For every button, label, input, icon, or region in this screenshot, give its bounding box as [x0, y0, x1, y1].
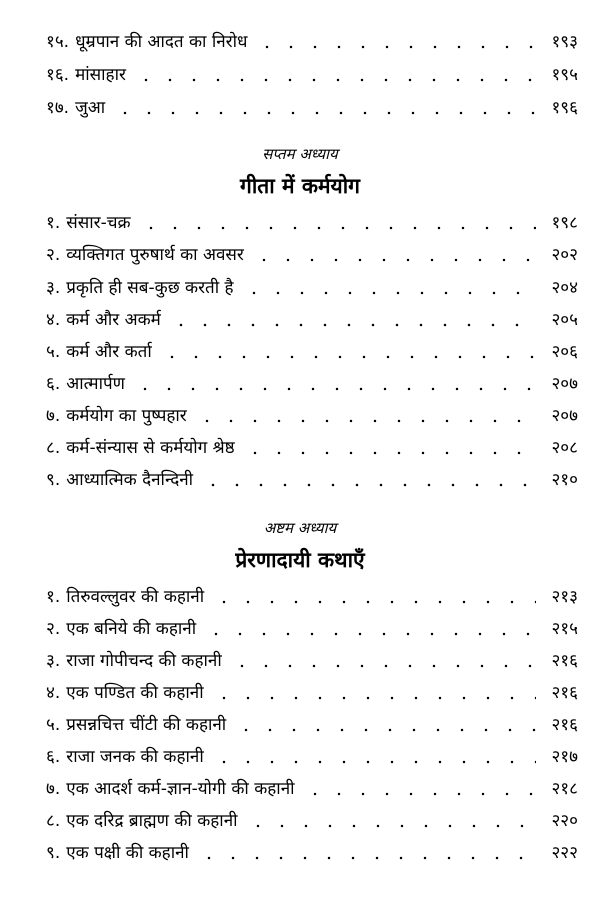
chapter-heading: प्रेरणादायी कथाएँ: [235, 548, 365, 572]
entry-number: १६.: [46, 64, 70, 85]
toc-entry: [46, 582, 578, 612]
toc-entry: [46, 742, 578, 772]
entry-title: कर्म और अकर्म: [66, 309, 161, 330]
entry-title: कर्मयोग का पुष्पहार: [66, 405, 187, 426]
entry-title: धूम्रपान की आदत का निरोध: [75, 31, 248, 52]
dot-leader: [134, 78, 536, 82]
toc-entry: [46, 273, 578, 303]
entry-title: व्यक्तिगत पुरुषार्थ का अवसर: [66, 244, 244, 265]
dot-leader: [243, 451, 536, 455]
dot-leader: [139, 226, 536, 230]
entry-title: आत्मार्पण: [66, 373, 125, 394]
entry-title: एक पक्षी की कहानी: [66, 842, 189, 863]
entry-page: २०६: [551, 341, 578, 362]
toc-entry: [46, 838, 578, 868]
entry-page: १९६: [551, 97, 578, 118]
entry-page: २१०: [551, 469, 578, 490]
chapter-label: सप्तम अध्याय: [262, 145, 338, 163]
toc-entry: [46, 240, 578, 270]
entry-page: २०४: [551, 277, 578, 298]
entry-title: प्रकृति ही सब-कुछ करती है: [66, 277, 234, 298]
toc-entry: [46, 401, 578, 431]
entry-page: २०७: [551, 405, 578, 426]
entry-title: एक पण्डित की कहानी: [66, 682, 204, 703]
entry-number: ३.: [46, 650, 61, 671]
dot-leader: [212, 600, 536, 604]
entry-page: २०२: [551, 244, 578, 265]
toc-entry: [46, 60, 578, 90]
entry-title: प्रसन्नचित्त चींटी की कहानी: [66, 714, 227, 735]
entry-title: संसार-चक्र: [66, 212, 131, 233]
dot-leader: [252, 258, 536, 262]
entry-number: २.: [46, 244, 61, 265]
entry-number: १.: [46, 586, 61, 607]
toc-entry: [46, 806, 578, 836]
dot-leader: [230, 664, 536, 668]
entry-page: २१६: [551, 650, 578, 671]
dot-leader: [246, 824, 536, 828]
dot-leader: [160, 355, 536, 359]
toc-entry: [46, 305, 578, 335]
entry-title: कर्म और कर्ता: [66, 341, 152, 362]
entry-number: १.: [46, 212, 61, 233]
dot-leader: [133, 387, 536, 391]
entry-title: तिरुवल्लुवर की कहानी: [66, 586, 205, 607]
entry-title: एक दरिद्र ब्राह्मण की कहानी: [66, 810, 238, 831]
dot-leader: [201, 483, 536, 487]
entry-page: २१५: [551, 618, 578, 639]
entry-number: ३.: [46, 277, 61, 298]
toc-entry: [46, 27, 578, 57]
entry-page: १९८: [551, 212, 578, 233]
toc-entry: [46, 433, 578, 463]
entry-page: २१६: [551, 714, 578, 735]
entry-number: ८.: [46, 810, 61, 831]
entry-title: एक बनिये की कहानी: [66, 618, 197, 639]
entry-number: ५.: [46, 341, 61, 362]
dot-leader: [303, 792, 536, 796]
entry-title: राजा गोपीचन्द की कहानी: [66, 650, 222, 671]
entry-title: कर्म-संन्यास से कर्मयोग श्रेष्ठ: [66, 437, 235, 458]
entry-page: २०८: [551, 437, 578, 458]
toc-entry: [46, 465, 578, 495]
dot-leader: [204, 632, 536, 636]
entry-page: १९३: [551, 31, 578, 52]
entry-page: १९५: [551, 64, 578, 85]
entry-number: ७.: [46, 778, 61, 799]
entry-title: जुआ: [75, 97, 106, 118]
dot-leader: [255, 45, 536, 49]
entry-number: २.: [46, 618, 61, 639]
dot-leader: [169, 323, 536, 327]
dot-leader: [234, 728, 536, 732]
entry-number: ५.: [46, 714, 61, 735]
entry-number: ९.: [46, 842, 61, 863]
dot-leader: [195, 419, 536, 423]
entry-number: १५.: [46, 31, 70, 52]
entry-number: ६.: [46, 373, 61, 394]
dot-leader: [212, 696, 536, 700]
entry-title: मांसाहार: [75, 64, 126, 85]
entry-page: २१६: [551, 682, 578, 703]
entry-page: २२०: [551, 810, 578, 831]
toc-entry: [46, 710, 578, 740]
toc-entry: [46, 614, 578, 644]
entry-page: २२२: [551, 842, 578, 863]
entry-page: २१८: [551, 778, 578, 799]
entry-number: ८.: [46, 437, 61, 458]
entry-title: आध्यात्मिक दैनन्दिनी: [66, 469, 194, 490]
entry-page: २१७: [551, 746, 578, 767]
toc-entry: [46, 646, 578, 676]
entry-number: ७.: [46, 405, 61, 426]
dot-leader: [242, 291, 536, 295]
toc-entry: [46, 369, 578, 399]
toc-entry: [46, 208, 578, 238]
entry-title: एक आदर्श कर्म-ज्ञान-योगी की कहानी: [66, 778, 295, 799]
dot-leader: [113, 111, 536, 115]
entry-number: ९.: [46, 469, 61, 490]
entry-number: १७.: [46, 97, 70, 118]
toc-entry: [46, 678, 578, 708]
dot-leader: [197, 856, 536, 860]
toc-entry: [46, 337, 578, 367]
chapter-heading: गीता में कर्मयोग: [240, 174, 360, 198]
chapter-label: अष्टम अध्याय: [263, 519, 337, 537]
entry-number: ४.: [46, 309, 61, 330]
entry-number: ६.: [46, 746, 61, 767]
entry-number: ४.: [46, 682, 61, 703]
entry-title: राजा जनक की कहानी: [66, 746, 204, 767]
entry-page: २०७: [551, 373, 578, 394]
toc-entry: [46, 93, 578, 123]
entry-page: २१३: [551, 586, 578, 607]
entry-page: २०५: [551, 309, 578, 330]
toc-entry: [46, 774, 578, 804]
dot-leader: [212, 760, 536, 764]
